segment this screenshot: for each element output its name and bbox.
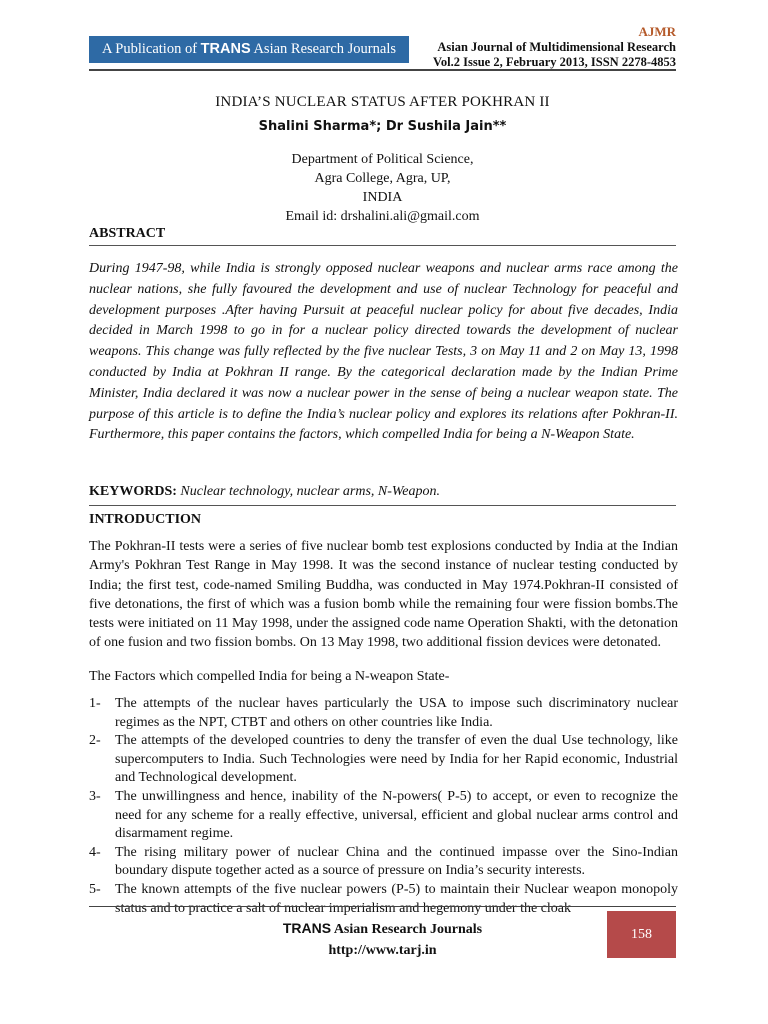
keywords-rule: [89, 505, 676, 506]
journal-header: [433, 24, 676, 71]
banner-suffix: Asian Research Journals: [250, 41, 396, 57]
paper-authors: Shalini Sharma*; Dr Sushila Jain**: [258, 119, 507, 134]
page-number-box: 158: [607, 911, 676, 958]
introduction-heading: INTRODUCTION: [89, 512, 202, 527]
list-item: [89, 881, 678, 918]
affiliation-line: INDIA: [362, 190, 403, 205]
affiliation-line: Agra College, Agra, UP,: [314, 171, 451, 186]
banner-prefix: A Publication of: [101, 41, 201, 57]
list-item-text: The rising military power of nuclear China and the continued impasse over the Sino-Indian boundary dispute together acted as a source of pressure on India’s security interests.: [115, 844, 678, 879]
journal-abbreviation: AJMR: [638, 24, 676, 39]
keywords-label: KEYWORDS:: [89, 484, 177, 499]
footer-publisher: [89, 918, 676, 940]
keywords-text: Nuclear technology, nuclear arms, N-Weapon.: [176, 484, 441, 499]
journal-name: Asian Journal of Multidimensional Research: [437, 39, 676, 54]
list-item-number: 3-: [89, 788, 101, 804]
affiliation-line: Department of Political Science,: [291, 152, 474, 167]
paper-title: INDIA’S NUCLEAR STATUS AFTER POKHRAN II: [215, 94, 550, 110]
abstract-heading: ABSTRACT: [89, 226, 166, 241]
affiliation: [89, 150, 676, 226]
journal-issue: Vol.2 Issue 2, February 2013, ISSN 2278-4853: [433, 55, 676, 69]
list-item: [89, 732, 678, 788]
list-item-text: The attempts of the nuclear haves particularly the USA to impose such discriminatory nuclear regimes as the NPT, CTBT and others on other countries like India.: [115, 696, 678, 730]
factors-lead: The Factors which compelled India for being a N-weapon State-: [89, 669, 450, 684]
list-item-number: 2-: [89, 733, 101, 749]
abstract-text: During 1947-98, while India is strongly opposed nuclear weapons and nuclear arms race among the nuclear nations, she fully favoured the development and use of nuclear Technology for peaceful and development purposes .After having Pursuit at peaceful nuclear policy for about five decades, India decided in March 1998 to go in for a nuclear policy directed towards the development of nuclear weapons. This change was fully reflected by the five nuclear Tests, 3 on May 11 and 2 on May 13, 1998 conducted by India at Pokhran II range. By the categorical declaration made by the Indian Prime Minister, India declared it was now a nuclear power in the sense of being a nuclear weapon state. The purpose of this article is to define the India’s nuclear policy and explores its relations after Pokhran-II. Furthermore, this paper contains the factors, which compelled India for being a N-Weapon State.: [89, 261, 678, 443]
footer-rule: [89, 906, 676, 907]
list-item: [89, 844, 678, 881]
footer-url-link[interactable]: http://www.tarj.in: [328, 943, 437, 958]
abstract-rule: [89, 245, 676, 246]
author-email[interactable]: Email id: drshalini.ali@gmail.com: [285, 209, 480, 224]
footer-trans: TRANS: [282, 920, 332, 936]
list-item-text: The known attempts of the five nuclear powers (P-5) to maintain their Nuclear weapon monopoly status and to practice a salt of nuclear imperialism and hegemony under the cloak: [115, 881, 678, 916]
list-item-text: The attempts of the developed countries to deny the transfer of even the dual Use technology, like supercomputers to India. Such Technologies were need by India for her Rapid economic, Industrial and Technological development.: [115, 733, 678, 786]
list-item: [89, 788, 678, 844]
publication-banner: [89, 36, 409, 63]
keywords: [89, 484, 440, 500]
list-item-number: 4-: [89, 844, 101, 860]
banner-trans: TRANS: [200, 41, 251, 57]
list-item-number: 1-: [89, 696, 101, 711]
list-item-text: The unwillingness and hence, inability of the N-powers( P-5) to accept, or even to recognize the need for any scheme for a really effective, universal, efficient and global nuclear arms control and disarmament regime.: [115, 788, 678, 842]
header-rule: [89, 69, 676, 71]
footer-publisher-suffix: Asian Research Journals: [331, 922, 483, 937]
factors-list: [89, 695, 678, 918]
footer: [89, 918, 676, 961]
list-item: [89, 695, 678, 732]
list-item-number: 5-: [89, 881, 101, 897]
introduction-text: The Pokhran-II tests were a series of five nuclear bomb test explosions conducted by India at the Indian Army's Pokhran Test Range in May 1998. It was the second instance of nuclear testing conducted by India; the first test, code-named Smiling Buddha, was conducted in May 1974.Pokhran-II consisted of five detonations, the first of which was a fusion bomb while the remaining four were fission bombs.The tests were initiated on 11 May 1998, under the assigned code name Operation Shakti, with the detonation of one fusion and two fission bombs. On 13 May 1998, two additional fission devices were detonated.: [89, 539, 678, 651]
